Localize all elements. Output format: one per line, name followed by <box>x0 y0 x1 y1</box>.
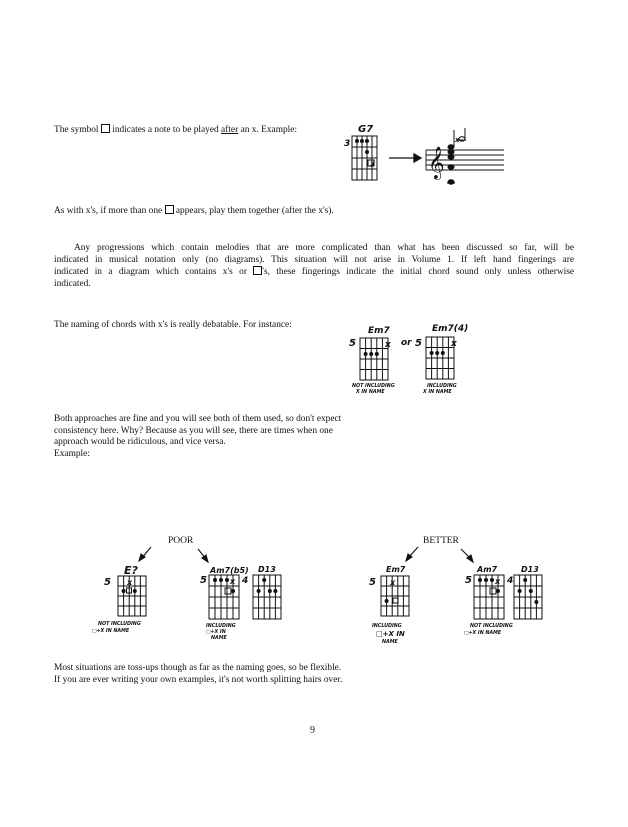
para1-part2: appears, play them together (after the x's). <box>175 206 334 216</box>
example1-fret-number: 3 <box>344 139 351 149</box>
poor-chord3-name: D13 <box>258 565 276 574</box>
naming-left-note-2: X IN NAME <box>356 390 385 395</box>
naming-right-chord-name: Em7(4) <box>432 324 469 334</box>
better-chord2-x-mark: x <box>495 577 501 586</box>
intro-part3: an x. Example: <box>240 125 298 135</box>
better-chord1-name: Em7 <box>386 565 406 574</box>
better-chord1-note-2: □+X IN <box>376 630 405 638</box>
para2-line3: indicated in a diagram which contains x's or 's, these fingerings indicate the initial chord sound only unless otherwise <box>54 267 575 278</box>
poor-chord1-note-2: □+X IN NAME <box>92 629 130 634</box>
para4-line2: consistency here. Why? Because as you will see, there are times when one <box>54 425 333 436</box>
poor-chord1-fret: 5 <box>104 577 111 588</box>
intro-part1: The symbol <box>54 125 99 135</box>
poor-chord2-fret: 5 <box>200 575 207 586</box>
naming-left-x-mark: x <box>385 340 391 350</box>
better-chord3-dots <box>518 578 539 604</box>
naming-left-fret: 5 <box>349 338 356 349</box>
treble-clef-icon: 𝄞 <box>428 146 445 179</box>
poor-chord3-grid <box>253 575 281 619</box>
example1-x-mark: x <box>370 159 376 168</box>
poor-chord2-note-2: □+X IN <box>206 630 226 635</box>
para2-line4: indicated. <box>54 278 91 289</box>
poor-chord2-box-mark <box>225 588 231 594</box>
better-chord1-fret: 5 <box>369 577 376 588</box>
better-chord1-note-3: NAME <box>382 640 398 645</box>
poor-chord2-fret2: 4 <box>242 576 249 586</box>
poor-arrow-right-icon <box>198 549 208 562</box>
para3: The naming of chords with x's is really debatable. For instance: <box>54 320 292 330</box>
poor-chord1-name: E? <box>124 564 138 577</box>
naming-or-word: or <box>401 338 412 348</box>
para4-example-label: Example: <box>54 448 90 459</box>
para2-line1: Any progressions which contain melodies that are more complicated than what has been discussed so far, will be <box>74 243 574 253</box>
better-label: BETTER <box>423 536 459 546</box>
para4-line1: Both approaches are fine and you will see both of them used, so don't expect <box>54 414 342 424</box>
naming-left-note-1: NOT INCLUDING <box>352 384 395 389</box>
poor-chord2-note-1: INCLUDING <box>206 624 236 629</box>
para5-line1: Most situations are toss-ups though as far as the naming goes, so be flexible. <box>54 663 342 673</box>
better-arrow-left-icon <box>406 547 418 561</box>
better-chord1-box-mark <box>393 598 398 603</box>
better-chord1-note-1: INCLUDING <box>372 624 402 629</box>
poor-chord2-note-3: NAME <box>211 636 227 641</box>
better-chord2-note-2: □+X IN NAME <box>464 631 502 636</box>
naming-right-note-2: X IN NAME <box>423 390 452 395</box>
para4-line3: approach would be ridiculous, and vice versa. <box>54 437 226 448</box>
better-chord2-fret: 5 <box>465 575 472 586</box>
better-chord1-dots <box>385 599 389 603</box>
better-chord3-name: D13 <box>521 565 539 574</box>
page-number: 9 <box>310 725 315 736</box>
naming-left-chord-name: Em7 <box>368 326 390 336</box>
naming-right-fret: 5 <box>415 338 422 349</box>
better-chord2-note-1: NOT INCLUDING <box>470 624 513 629</box>
para5 <box>54 663 342 686</box>
intro-after-word: after <box>221 125 239 135</box>
poor-label: POOR <box>168 536 194 546</box>
intro-part2: indicates a note to be played <box>112 125 219 135</box>
better-chord1-x-mark: x <box>390 578 396 587</box>
poor-chord2-x-mark: x <box>230 577 236 586</box>
para2-line2: indicated in musical notation only (no diagrams). This situation will not arise in Volume 1. If left hand fingerings are <box>54 254 574 265</box>
naming-right-x-mark: x <box>451 339 457 349</box>
better-chord3-grid <box>514 575 542 619</box>
staff-x-mark: x <box>455 136 460 144</box>
better-chord2-fret2: 4 <box>507 576 514 586</box>
better-chord2-box-mark <box>490 588 496 594</box>
poor-arrow-left-icon <box>139 547 151 561</box>
poor-chord1-x-mark: x <box>127 578 133 587</box>
para1-part1: As with x's, if more than one <box>54 206 163 216</box>
poor-chord2-name: Am7(b5) <box>210 566 249 575</box>
better-arrow-right-icon <box>461 549 473 562</box>
example1-chord-name: G7 <box>358 124 374 135</box>
poor-chord1-note-1: NOT INCLUDING <box>98 622 141 627</box>
better-chord2-name: Am7 <box>477 565 498 574</box>
para5-line2: If you are ever writing your own examples, it's not worth splitting hairs over. <box>54 674 343 685</box>
naming-right-note-1: INCLUDING <box>427 384 457 389</box>
